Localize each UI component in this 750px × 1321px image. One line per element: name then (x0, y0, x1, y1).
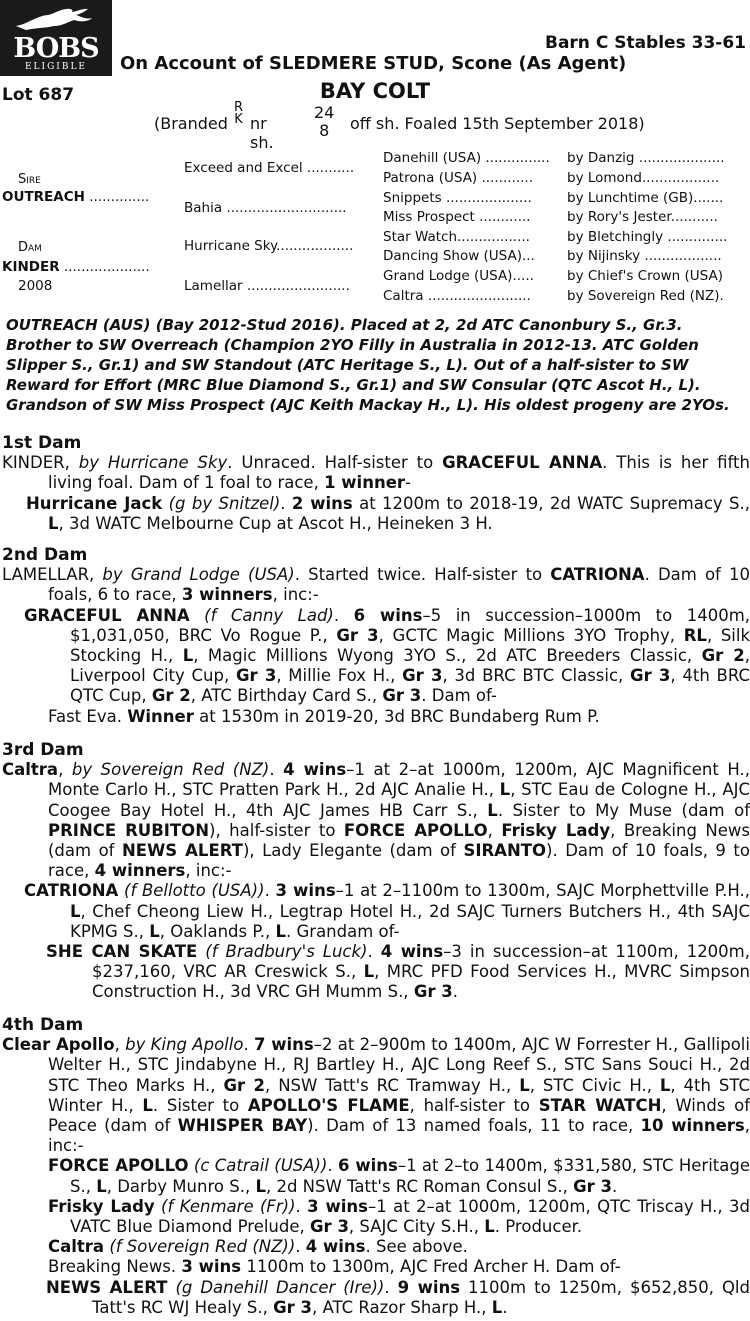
sire-label: Sire (18, 172, 41, 187)
dam-label: Dam (18, 240, 42, 255)
g4-2: by Lomond.................. (567, 170, 720, 186)
logo-wordmark: BOBS (13, 33, 99, 64)
dam-sire: Hurricane Sky.................. (184, 238, 354, 254)
brand-suffix: off sh. Foaled 15th September 2018) (350, 114, 645, 133)
fourth-dam-heading: 4th Dam (2, 1015, 84, 1035)
barn-location: Barn C Stables 33-61 (544, 33, 746, 53)
third-dam-text: Caltra, by Sovereign Red (NZ). 4 wins–1 at 2–at 1000m, 1200m, AJC Magnificent H., Monte Carlo H., STC Pratten Park H., 2d AJC Analie H., L, STC Eau de Cologne H., AJC Coogee Bay Hotel H., 4th AJC James HB Carr S., L. Sister to My Muse (dam of PRINCE RUBITON), half-sister to FORCE APOLLO, Frisky Lady, Breaking News (dam of NEWS ALERT), Lady Elegante (dam of SIRANTO). Dam of 10 foals, 9 to race, 4 winners, inc:- (2, 760, 750, 881)
lot-number: Lot 687 (2, 85, 75, 105)
fourth-dam-progeny-frisky-lady: Frisky Lady (f Kenmare (Fr)). 3 wins–1 at 2–at 1000m, 1200m, QTC Triscay H., 3d VATC Blue Diamond Prelude, Gr 3, SAJC City S.H., L. Producer. (48, 1196, 750, 1237)
fourth-dam-progeny-force-apollo: FORCE APOLLO (c Catrail (USA)). 6 wins–1 at 2–to 1400m, $331,580, STC Heritage S., L, Darby Munro S., L, 2d NSW Tatt's RC Roman Consul S., Gr 3. (48, 1156, 750, 1196)
g4-8: by Sovereign Red (NZ). (567, 288, 724, 304)
sire-sire: Exceed and Excel ........... (184, 160, 355, 176)
g3-2: Patrona (USA) ............ (383, 170, 534, 186)
g4-3: by Lunchtime (GB)....... (567, 190, 724, 206)
second-dam-progeny: GRACEFUL ANNA (f Canny Lad). 6 wins–5 in succession–1000m to 1400m, $1,031,050, BRC Vo Rogue P., Gr 3, GCTC Magic Millions 3YO Trophy, RL, Silk Stocking H., L, Magic Millions Wyong 3YO S., 2d ATC Breeders Classic, Gr 2, Liverpool City Cup, Gr 3, Millie Fox H., Gr 3, 3d BRC BTC Classic, Gr 3, 4th BRC QTC Cup, Gr 2, ATC Birthday Card S., Gr 3. Dam of- (24, 605, 750, 706)
sire-summary: OUTREACH (AUS) (Bay 2012-Stud 2016). Placed at 2, 2d ATC Canonbury S., Gr.3. Brother to SW Overreach (Champion 2YO Filly in Australia in 2012-13. ATC Golden Slipper S., Gr.1) and SW Standout (ATC Heritage S., L). Out of a half-sister to SW Reward for Effort (MRC Blue Diamond S., Gr.1) and SW Consular (QTC Ascot H., L). Grandson of SW Miss Prospect (AJC Keith Mackay H., L). His oldest progeny are 2YOs. (6, 316, 730, 414)
first-dam-section (0, 433, 750, 534)
g3-7: Grand Lodge (USA)..... (383, 268, 534, 284)
g4-5: by Bletchingly .............. (567, 229, 728, 245)
first-dam-heading: 1st Dam (2, 433, 82, 453)
first-dam-progeny: Hurricane Jack (g by Snitzel). 2 wins at 1200m to 2018-19, 2d WATC Supremacy S., L, 3d WATC Melbourne Cup at Ascot H., Heineken 3 H. (26, 493, 750, 533)
first-dam-text: KINDER, by Hurricane Sky. Unraced. Half-sister to GRACEFUL ANNA. This is her fifth living foal. Dam of 1 foal to race, 1 winner- (2, 453, 750, 493)
sire-name: OUTREACH .............. (2, 189, 150, 205)
g4-4: by Rory's Jester........... (567, 209, 718, 225)
vendor-account: On Account of SLEDMERE STUD, Scone (As Agent) (120, 53, 627, 74)
fourth-dam-grandprogeny-news-alert: NEWS ALERT (g Danehill Dancer (Ire)). 9 wins 1100m to 1250m, $652,850, Qld Tatt's RC WJ Healy S., Gr 3, ATC Razor Sharp H., L. (46, 1277, 750, 1317)
third-dam-progeny-she-can-skate: SHE CAN SKATE (f Bradbury's Luck). 4 wins–3 in succession–at 1100m, 1200m, $237,160, VRC AR Creswick S., L, MRC PFD Food Services H., MVRC Simpson Construction H., 3d VRC GH Mumm S., Gr 3. (46, 942, 750, 1002)
g4-6: by Nijinsky .................. (567, 248, 722, 264)
second-dam-text: LAMELLAR, by Grand Lodge (USA). Started twice. Half-sister to CATRIONA. Dam of 10 foals, 6 to race, 3 winners, inc:- (2, 565, 750, 605)
third-dam-progeny-catriona: CATRIONA (f Bellotto (USA)). 3 wins–1 at 2–1100m to 1300m, SAJC Morphettville P.H., L, Chef Cheong Liew H., Legtrap Hotel H., 2d SAJC Turners Butchers H., 4th SAJC KPMG S., L, Oaklands P., L. Grandam of- (24, 881, 750, 941)
bobs-eligible-logo (0, 0, 112, 76)
g3-1: Danehill (USA) ............... (383, 150, 550, 166)
g4-7: by Chief's Crown (USA) (567, 268, 723, 284)
sire-dam: Bahia ............................ (184, 200, 347, 216)
dam-name: KINDER .................... (2, 259, 150, 275)
logo-subtitle: ELIGIBLE (24, 62, 87, 72)
brand-mark: R K (234, 100, 244, 127)
g3-6: Dancing Show (USA)... (383, 248, 535, 264)
g4-1: by Danzig .................... (567, 150, 725, 166)
dam-year: 2008 (18, 278, 53, 294)
lot-title: BAY COLT (319, 79, 431, 103)
brand-prefix: (Branded (154, 114, 228, 133)
dam-dam: Lamellar ........................ (184, 278, 350, 294)
second-dam-grandprogeny: Fast Eva. Winner at 1530m in 2019-20, 3d BRC Bundaberg Rum P. (48, 706, 600, 726)
second-dam-heading: 2nd Dam (2, 545, 88, 565)
fourth-dam-section (0, 1015, 750, 1318)
third-dam-heading: 3rd Dam (2, 740, 84, 760)
third-dam-section (0, 740, 750, 1003)
fourth-dam-text: Clear Apollo, by King Apollo. 7 wins–2 at 2–900m to 1400m, AJC W Forrester H., Gallipoli Welter H., STC Jindabyne H., RJ Bartley H., AJC Long Reef S., STC Sans Souci H., 2d STC Theo Marks H., Gr 2, NSW Tatt's RC Tramway H., L, STC Civic H., L, 4th STC Winter H., L. Sister to APOLLO'S FLAME, half-sister to STAR WATCH, Winds of Peace (dam of WHISPER BAY). Dam of 13 named foals, 11 to race, 10 winners, inc:- (2, 1035, 750, 1156)
g3-4: Miss Prospect ............ (383, 209, 531, 225)
g3-8: Caltra ........................ (383, 288, 531, 304)
brand-near-side: nr sh. (250, 114, 274, 152)
horse-icon (14, 6, 98, 32)
brand-number: 24 8 (314, 103, 335, 140)
fourth-dam-progeny-breaking-news: Breaking News. 3 wins 1100m to 1300m, AJC Fred Archer H. Dam of- (48, 1257, 621, 1277)
g3-5: Star Watch................. (383, 229, 530, 245)
g3-3: Snippets .................... (383, 190, 532, 206)
second-dam-section (0, 545, 750, 727)
brand-line (154, 100, 645, 152)
fourth-dam-progeny-caltra: Caltra (f Sovereign Red (NZ)). 4 wins. See above. (48, 1237, 468, 1257)
